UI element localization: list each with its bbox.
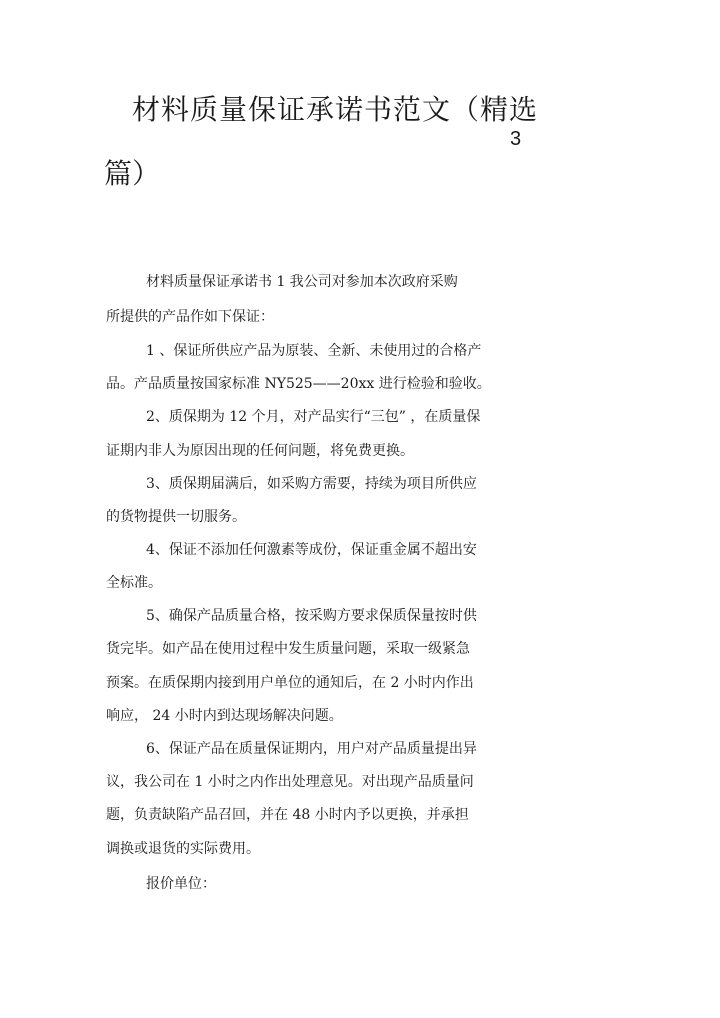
body-line: 1 、保证所供应产品为原装、全新、未使用过的合格产 (146, 343, 482, 359)
body-line: 题，负责缺陷产品召回，并在 48 小时内予以更换，并承担 (106, 807, 469, 823)
body-line: 响应， 24 小时内到达现场解决问题。 (106, 708, 343, 724)
body-line: 3、质保期届满后，如采购方需要，持续为项目所供应 (146, 476, 477, 492)
body-line: 4、保证不添加任何激素等成份，保证重金属不超出安 (146, 542, 477, 558)
quote-unit-label: 报价单位： (146, 876, 216, 892)
body-line: 证期内非人为原因出现的任何问题，将免费更换。 (106, 443, 414, 459)
body-line: 议，我公司在 1 小时之内作出处理意见。对出现产品质量问 (106, 774, 474, 790)
body-line: 调换或退货的实际费用。 (106, 841, 260, 857)
body-line: 2、质保期为 12 个月，对产品实行“三包” ，在质量保 (146, 409, 481, 425)
body-line: 所提供的产品作如下保证： (106, 309, 274, 325)
title-line-1: 材料质量保证承诺书范文（精选 (132, 93, 539, 126)
body-line: 货完毕。如产品在使用过程中发生质量问题，采取一级紧急 (106, 641, 470, 657)
body-line: 材料质量保证承诺书 1 我公司对参加本次政府采购 (146, 274, 458, 290)
body-line: 全标准。 (106, 575, 162, 591)
body-line: 的货物提供一切服务。 (106, 509, 246, 525)
body-line: 5、确保产品质量合格，按采购方要求保质保量按时供 (146, 608, 477, 624)
body-line: 品。产品质量按国家标准 NY525——20xx 进行检验和验收。 (106, 376, 491, 392)
body-line: 6、保证产品在质量保证期内，用户对产品质量提出异 (146, 741, 477, 757)
title-number: 3 (510, 128, 522, 150)
title-line-2: 篇） (104, 157, 161, 190)
body-line: 预案。在质保期内接到用户单位的通知后，在 2 小时内作出 (106, 675, 474, 691)
